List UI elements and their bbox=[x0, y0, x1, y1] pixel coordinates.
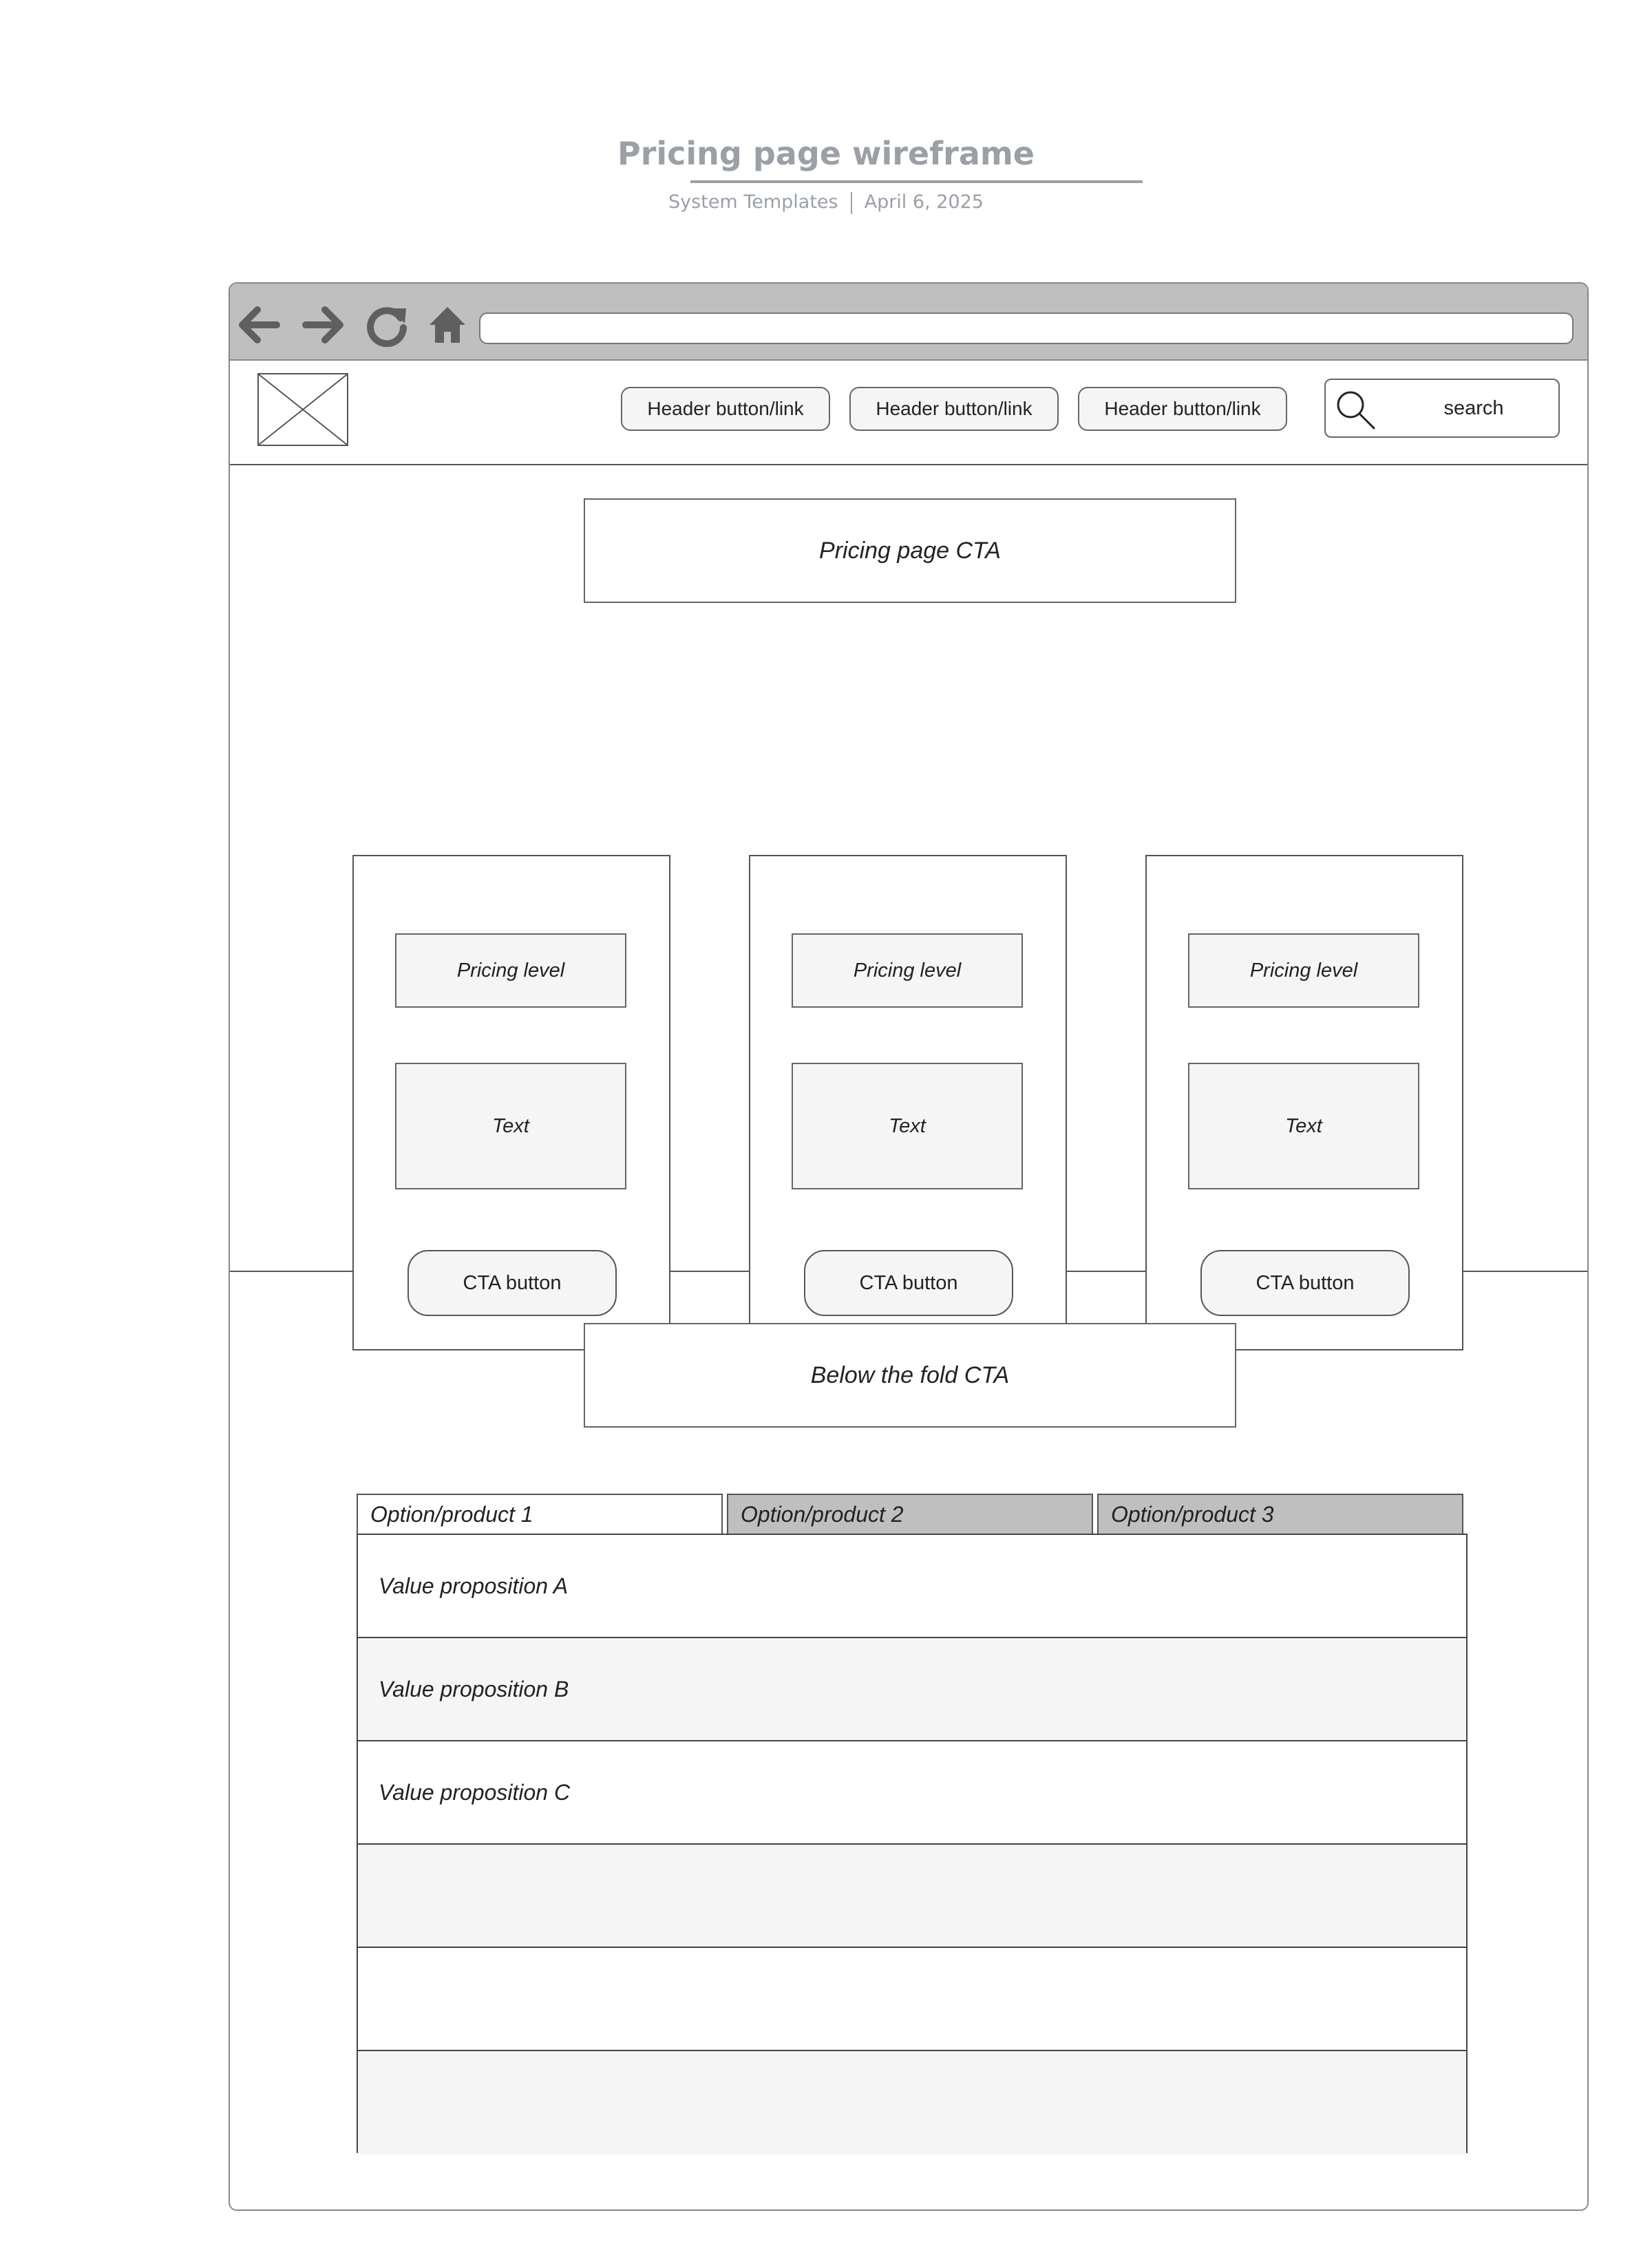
table-row: Value proposition A bbox=[358, 1535, 1466, 1638]
search-input[interactable]: search bbox=[1443, 396, 1504, 419]
table-row bbox=[358, 1948, 1466, 2051]
comparison-table bbox=[357, 1534, 1468, 2153]
pricing-card-2 bbox=[749, 855, 1067, 1350]
pricing-text: Text bbox=[1188, 1063, 1419, 1189]
forward-arrow-icon[interactable] bbox=[301, 303, 346, 347]
tab-option-3[interactable]: Option/product 3 bbox=[1097, 1494, 1463, 1534]
pricing-card-1 bbox=[352, 855, 670, 1350]
below-fold-cta[interactable]: Below the fold CTA bbox=[584, 1323, 1236, 1428]
pricing-level: Pricing level bbox=[395, 933, 626, 1008]
tab-option-1[interactable]: Option/product 1 bbox=[357, 1494, 723, 1534]
pricing-card-3 bbox=[1145, 855, 1463, 1350]
table-row: Value proposition B bbox=[358, 1638, 1466, 1741]
pricing-level: Pricing level bbox=[792, 933, 1023, 1008]
pricing-level: Pricing level bbox=[1188, 933, 1419, 1008]
logo-placeholder-icon[interactable] bbox=[257, 373, 348, 446]
address-bar[interactable] bbox=[479, 312, 1574, 344]
magnifier-icon bbox=[1334, 388, 1377, 431]
title-underline bbox=[690, 180, 1143, 183]
table-row: Value proposition C bbox=[358, 1741, 1466, 1845]
cta-button[interactable]: CTA button bbox=[1200, 1250, 1410, 1316]
search-box[interactable] bbox=[1324, 379, 1560, 438]
document-date: April 6, 2025 bbox=[864, 191, 984, 213]
document-meta bbox=[0, 191, 1652, 214]
header-link-3[interactable]: Header button/link bbox=[1078, 387, 1287, 431]
header-link-2[interactable]: Header button/link bbox=[849, 387, 1059, 431]
table-row bbox=[358, 1845, 1466, 1948]
document-author: System Templates bbox=[668, 191, 838, 213]
cta-button[interactable]: CTA button bbox=[804, 1250, 1013, 1316]
pricing-text: Text bbox=[792, 1063, 1023, 1189]
document-title: Pricing page wireframe bbox=[617, 135, 1035, 172]
header-link-1[interactable]: Header button/link bbox=[621, 387, 830, 431]
pricing-text: Text bbox=[395, 1063, 626, 1189]
browser-window bbox=[229, 282, 1589, 2211]
reload-icon[interactable] bbox=[365, 303, 409, 347]
back-arrow-icon[interactable] bbox=[237, 303, 281, 347]
meta-separator bbox=[851, 192, 852, 214]
browser-toolbar bbox=[230, 284, 1587, 361]
cta-button[interactable]: CTA button bbox=[407, 1250, 617, 1316]
table-row bbox=[358, 2051, 1466, 2154]
pricing-page-cta[interactable]: Pricing page CTA bbox=[584, 498, 1236, 603]
tab-option-2[interactable]: Option/product 2 bbox=[727, 1494, 1093, 1534]
home-icon[interactable] bbox=[425, 303, 469, 347]
pricing-section bbox=[230, 464, 1587, 1294]
